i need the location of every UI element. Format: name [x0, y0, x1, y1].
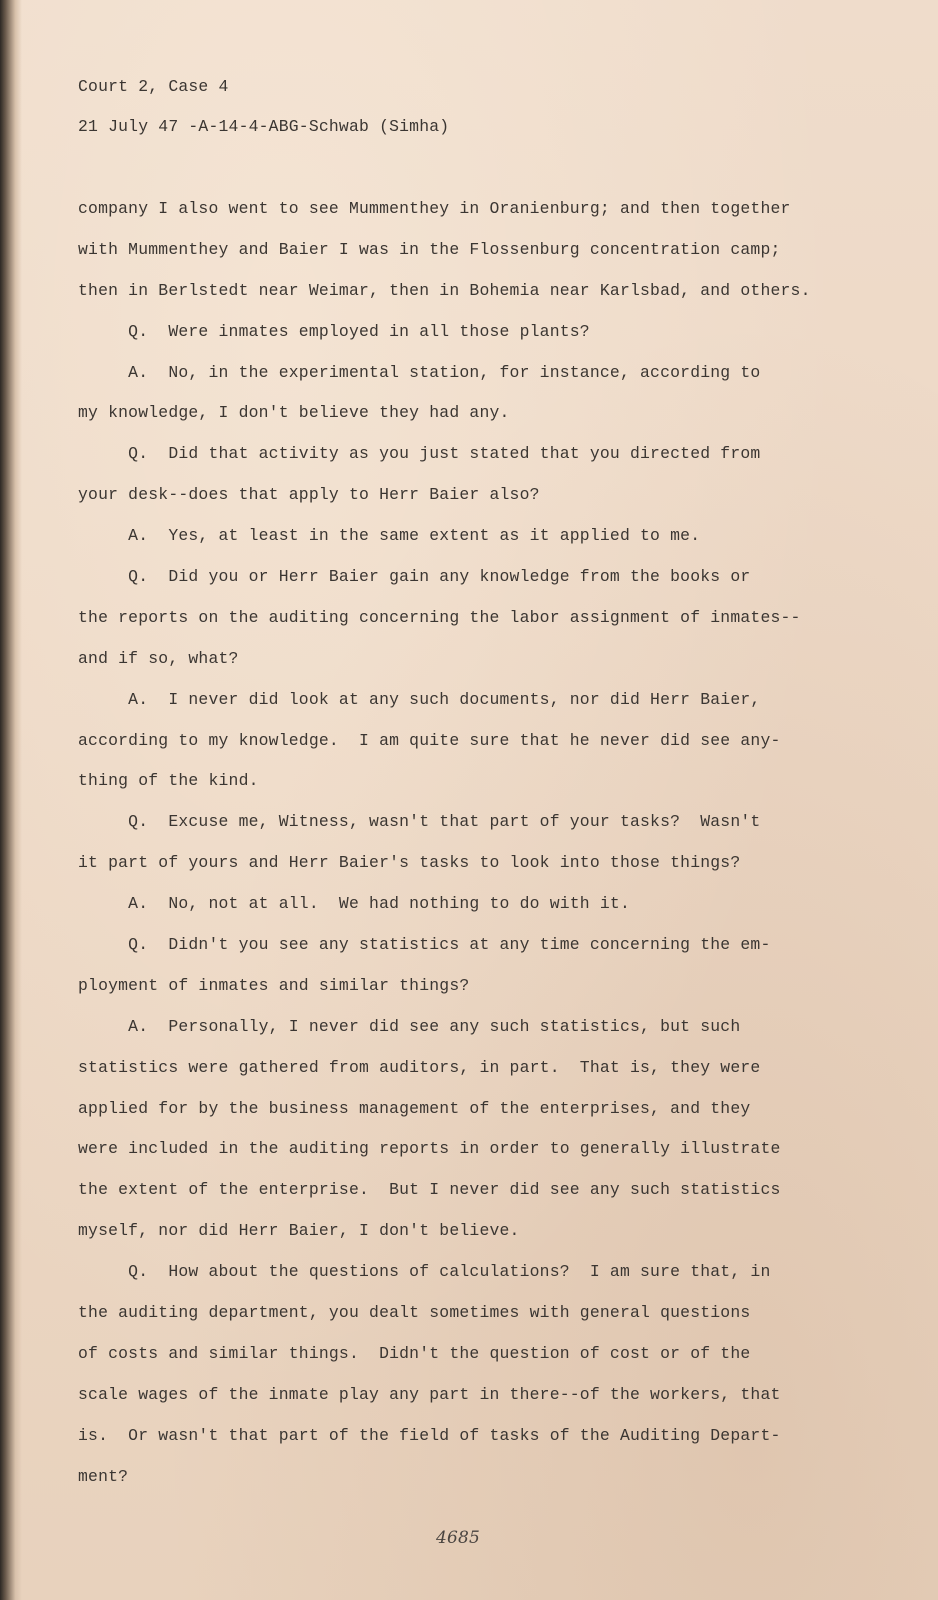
- text-line: thing of the kind.: [78, 771, 259, 791]
- court-case-line: Court 2, Case 4: [78, 77, 229, 96]
- text-line: scale wages of the inmate play any part in there--of the workers, that: [78, 1384, 781, 1404]
- text-line: were included in the auditing reports in order to generally illustrate: [78, 1139, 781, 1159]
- text-line: of costs and similar things. Didn't the question of cost or of the: [78, 1343, 751, 1363]
- text-line: A. No, not at all. We had nothing to do with it.: [78, 894, 630, 914]
- page-number: 4685: [436, 1528, 481, 1548]
- date-reference-line: 21 July 47 -A-14-4-ABG-Schwab (Simha): [78, 117, 450, 136]
- text-line: is. Or wasn't that part of the field of tasks of the Auditing Depart-: [78, 1425, 781, 1445]
- text-line: A. Yes, at least in the same extent as it applied to me.: [78, 526, 701, 546]
- text-line: ployment of inmates and similar things?: [78, 975, 470, 995]
- text-line: A. Personally, I never did see any such statistics, but such: [78, 1016, 741, 1036]
- text-line: Q. Did that activity as you just stated that you directed from: [78, 444, 761, 464]
- text-line: it part of yours and Herr Baier's tasks to look into those things?: [78, 853, 741, 873]
- text-line: myself, nor did Herr Baier, I don't believe.: [78, 1221, 520, 1241]
- text-line: with Mummenthey and Baier I was in the Flossenburg concentration camp;: [78, 239, 781, 259]
- text-line: statistics were gathered from auditors, in part. That is, they were: [78, 1057, 761, 1077]
- page-torn-edge: [0, 0, 22, 1600]
- text-line: and if so, what?: [78, 648, 239, 668]
- text-line: company I also went to see Mummenthey in Oranienburg; and then together: [78, 199, 791, 218]
- transcript-body: [78, 199, 838, 1508]
- text-line: the reports on the auditing concerning the labor assignment of inmates--: [78, 607, 801, 627]
- document-header: [78, 76, 449, 156]
- text-line: the extent of the enterprise. But I never did see any such statistics: [78, 1180, 781, 1200]
- text-line: according to my knowledge. I am quite sure that he never did see any-: [78, 730, 781, 750]
- text-line: A. I never did look at any such documents, nor did Herr Baier,: [78, 689, 761, 709]
- text-line: Q. Were inmates employed in all those plants?: [78, 321, 590, 341]
- text-line: the auditing department, you dealt sometimes with general questions: [78, 1303, 751, 1323]
- text-line: applied for by the business management of the enterprises, and they: [78, 1098, 751, 1118]
- text-line: Q. Excuse me, Witness, wasn't that part of your tasks? Wasn't: [78, 812, 761, 832]
- text-line: ment?: [78, 1466, 129, 1486]
- text-line: my knowledge, I don't believe they had any.: [78, 403, 510, 423]
- text-line: Q. Did you or Herr Baier gain any knowledge from the books or: [78, 567, 751, 587]
- text-line: your desk--does that apply to Herr Baier also?: [78, 485, 540, 505]
- text-line: Q. How about the questions of calculations? I am sure that, in: [78, 1262, 771, 1282]
- text-line: then in Berlstedt near Weimar, then in Bohemia near Karlsbad, and others.: [78, 280, 811, 300]
- text-line: Q. Didn't you see any statistics at any time concerning the em-: [78, 935, 771, 955]
- text-line: A. No, in the experimental station, for instance, according to: [78, 362, 761, 382]
